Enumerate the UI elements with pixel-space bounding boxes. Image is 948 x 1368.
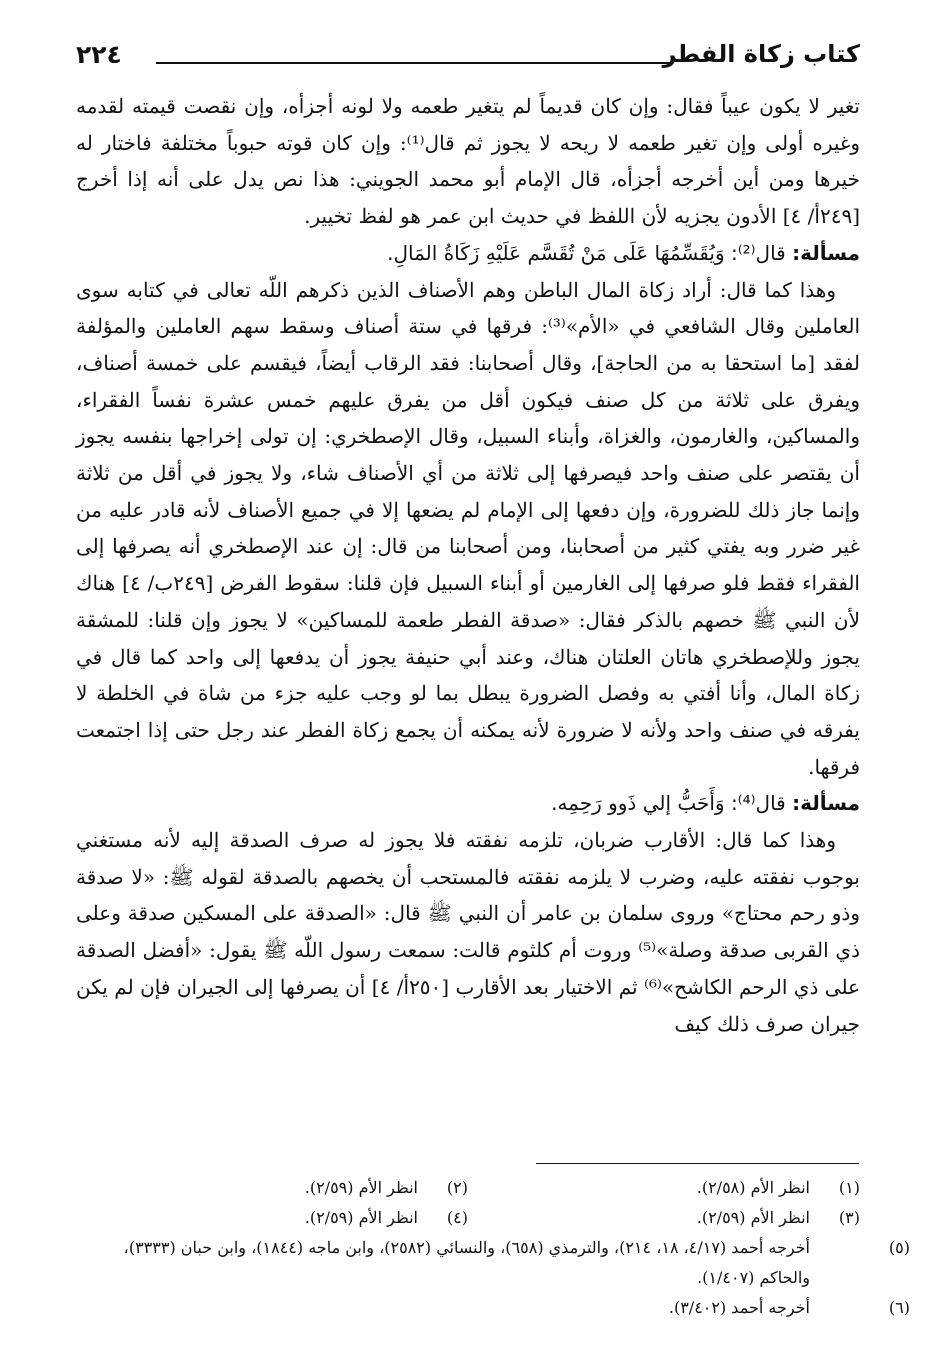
paragraph-1: تغير لا يكون عيباً فقال: وإن كان قديماً لم يتغير طعمه ولا لونه أجزأه، وإن نقصت قيمته لقدمه وغيره أولى وإن تغير طعمه لا ريحه لا يجوز ثم قال⁽¹⁾: وإن كان قوته حبوباً مختلفة فاختار له خيرها ومن أين أخرجه أجزأه، قال الإمام أبو محمد الجويني: هذا نص يدل على أنه إذا أخرج [٢٤٩أ/ ٤] الأدون يجزيه لأن اللفظ في حديث ابن عمر هو لفظ تخيير. <box>76 94 861 229</box>
page-number: ٢٢٤ <box>76 40 122 69</box>
footnote-number: (٥) <box>888 1238 910 1257</box>
masala-1 <box>76 235 860 272</box>
masala-text: قال⁽⁴⁾: وَأَحَبُّ إلي ذَوو رَحِمِه. <box>551 791 786 816</box>
footnote-5 <box>76 1233 910 1293</box>
header-rule <box>156 62 672 64</box>
paragraph-2: وهذا كما قال: أراد زكاة المال الباطن وهم الأصناف الذين ذكرهم اللّه تعالى في كتابه سوى العاملين وقال الشافعي في «الأم»⁽³⁾: فرقها في ستة أصناف وسقط سهم العاملين والمؤلفة لفقد [ما استحقا به من الحاجة]، وقال أصحابنا: فقد الرقاب أيضاً، فيقسم على خمسة أصناف، ويفرق على ثلاثة من كل صنف فيكون أقل من يفرق عليهم خمس عشرة نفساً الفقراء، والمساكين، والغارمون، والغزاة، وأبناء السبيل، وقال الإصطخري: إن تولى إخراجها بنفسه يجوز أن يقتصر على صنف واحد فيصرفها إلى ثلاثة من أي الأصناف شاء، ولا يجوز في أقل من ثلاثة وإنما جاز ذلك للضرورة، وإن دفعها إلى الإمام لم يضعها إلا في جميع الأصناف لأنه قادر عليه من غير ضرر وبه يفتي كثير من أصحابنا، ومن أصحابنا من قال: إن عند الإصطخري أنه يصرفها إلى الفقراء فقط فلو صرفها إلى الغارمين أو أبناء السبيل فإن قلنا: سقوط الفرض [٢٤٩ب/ ٤] هناك لأن النبي ﷺ خصهم بالذكر فقال: «صدقة الفطر طعمة للمساكين» لا يجوز وإن قلنا: للمشقة يجوز وللإصطخري هاتان العلتان هناك، وعند أبي حنيفة يجوز أن يدفعها إلى واحد كما قال في زكاة المال، وأنا أفتي به وفصل الضرورة يبطل بما لو وجب عليه جزء من شاة في الخلطة لا يفرقه في صنف واحد ولأنه لا ضرورة لأنه يمكنه أن يجمع زكاة الفطر عند رجل حتى إذا اجتمعت فرقها. <box>76 277 861 779</box>
page-header <box>76 38 860 78</box>
footnote-text: انظر الأم (٢/٥٩). <box>304 1208 418 1227</box>
book-title: كتاب زكاة الفطر <box>662 40 860 68</box>
footnote-row <box>76 1173 860 1203</box>
footnote-text: انظر الأم (٢/٥٩). <box>304 1178 418 1197</box>
footnote-4 <box>76 1203 468 1233</box>
footnote-number: (٦) <box>888 1298 910 1317</box>
footnote-rule <box>536 1163 859 1164</box>
footnote-text: انظر الأم (٢/٥٩). <box>696 1208 810 1227</box>
footnote-text: أخرجه أحمد (٤/١٧، ١٨، ٢١٤)، والترمذي (٦٥٨)، والنسائي (٢٥٨٢)، وابن ماجه (١٨٤٤)، وابن حبان (٣٣٣٣)، والحاكم (١/٤٠٧). <box>123 1238 810 1287</box>
footnote-2 <box>76 1173 468 1203</box>
footnote-text: انظر الأم (٢/٥٨). <box>696 1178 810 1197</box>
masala-label: مسألة: <box>792 240 860 265</box>
paragraph-3: وهذا كما قال: الأقارب ضربان، تلزمه نفقته فلا يجوز له صرف الصدقة إليه لأنه مستغني بوجوب نفقته عليه، وضرب لا يلزمه نفقته فالمستحب أن يخصهم بالصدقة لقوله ﷺ: «لا صدقة وذو رحم محتاج» وروى سلمان بن عامر أن النبي ﷺ قال: «الصدقة على المسكين صدقة وعلى ذي القربى صدقة وصلة»⁽⁵⁾ وروت أم كلثوم قالت: سمعت رسول اللّه ﷺ يقول: «أفضل الصدقة على ذي الرحم الكاشح»⁽⁶⁾ ثم الاختيار بعد الأقارب [٢٥٠أ/ ٤] أن يصرفها إلى الجيران فإن لم يكن جيران صرف ذلك كيف <box>76 828 860 1036</box>
masala-2 <box>76 785 860 822</box>
footnote-number: (٢) <box>446 1178 468 1197</box>
footnote-number: (١) <box>838 1178 860 1197</box>
footnote-text: أخرجه أحمد (٣/٤٠٢). <box>668 1298 810 1317</box>
footnote-6 <box>76 1293 910 1323</box>
footnotes <box>76 1173 910 1323</box>
footnote-1 <box>468 1173 860 1203</box>
footnote-3 <box>468 1203 860 1233</box>
masala-label: مسألة: <box>792 791 860 816</box>
masala-text: قال⁽²⁾: وَيُقَسِّمُهَا عَلَى مَنْ تُقَسَّم عَلَيْهِ زَكَاةُ المَالِ. <box>387 240 786 265</box>
footnote-number: (٣) <box>838 1208 860 1227</box>
footnote-row <box>76 1203 860 1233</box>
main-text <box>76 88 860 1042</box>
footnote-number: (٤) <box>446 1208 468 1227</box>
